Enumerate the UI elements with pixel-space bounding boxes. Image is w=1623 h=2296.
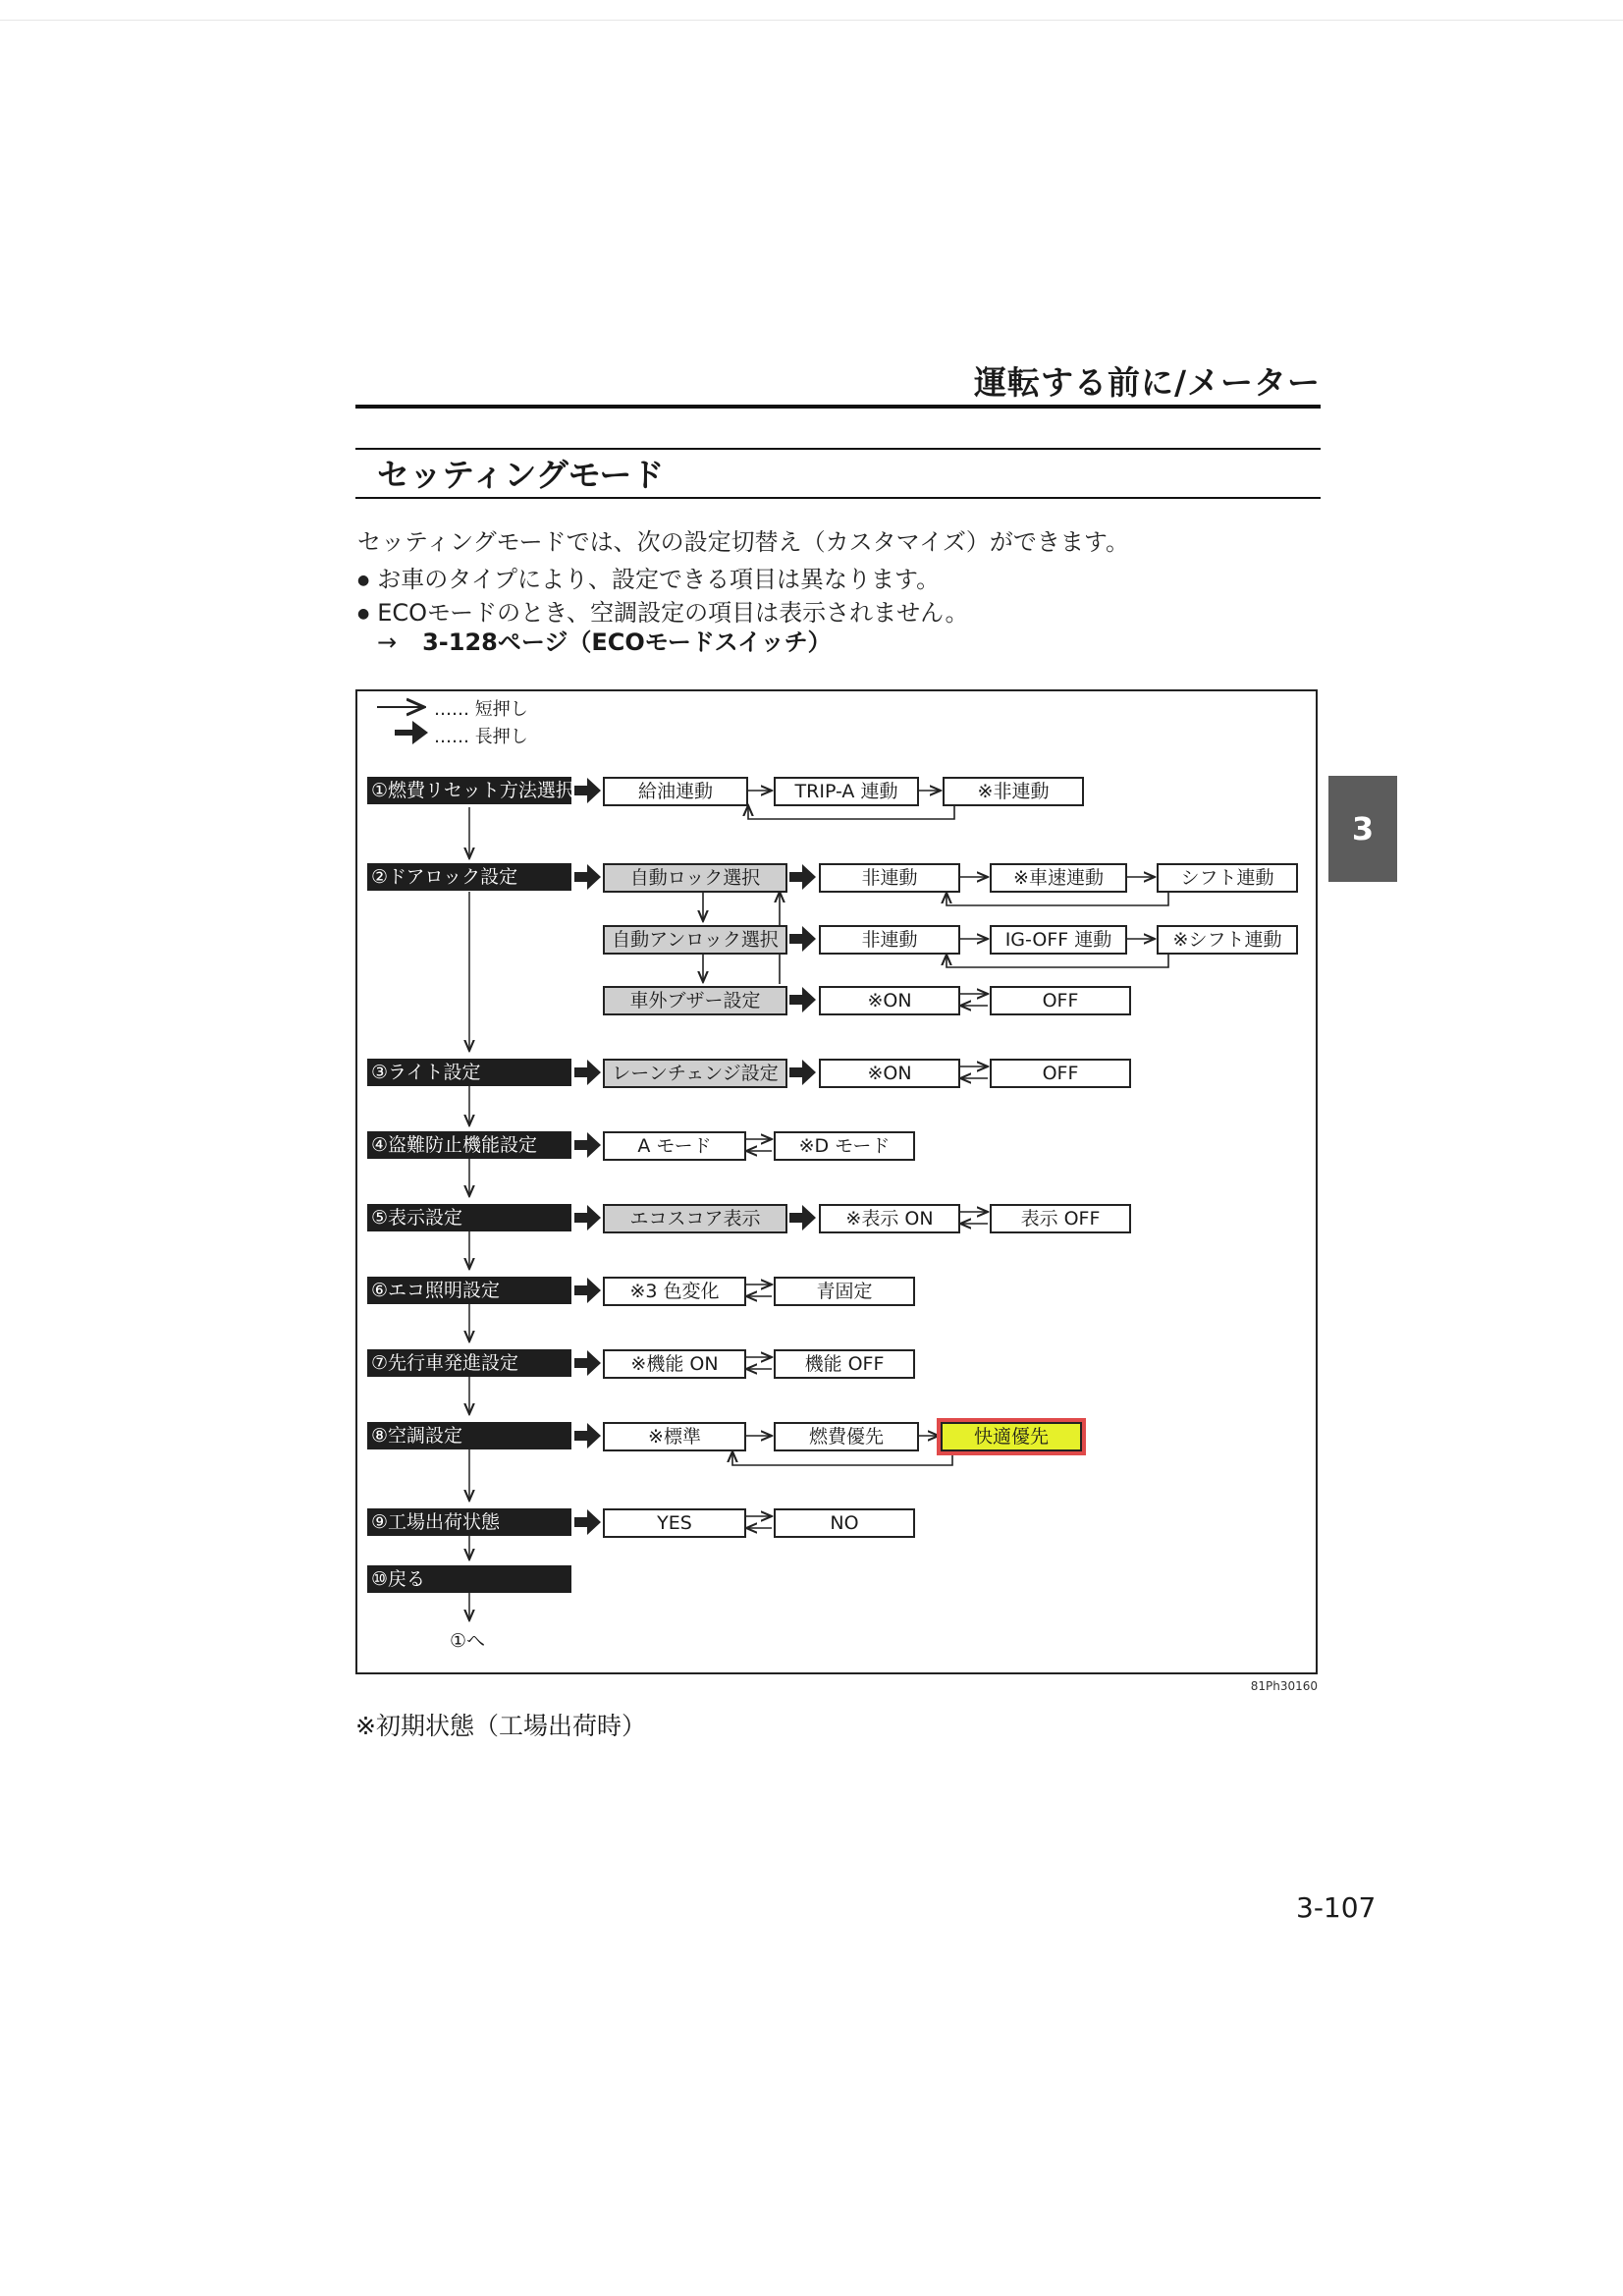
footnote: ※初期状態（工場出荷時） xyxy=(355,1712,646,1740)
option-box: 燃費優先 xyxy=(774,1422,919,1451)
ref-arrow-icon: → xyxy=(377,629,398,656)
option-box: 機能 OFF xyxy=(774,1349,915,1379)
option-box: シフト連動 xyxy=(1157,863,1298,893)
page-heading: セッティングモード xyxy=(377,456,665,494)
page-number: 3-107 xyxy=(1296,1891,1377,1924)
option-box: 非連動 xyxy=(819,863,960,893)
menu-label: ⑥エコ照明設定 xyxy=(367,1277,571,1304)
menu-label: ⑩戻る xyxy=(367,1565,571,1593)
option-box: IG-OFF 連動 xyxy=(990,925,1127,955)
sub-setting-box: 自動アンロック選択 xyxy=(603,925,787,955)
menu-label: ②ドアロック設定 xyxy=(367,863,571,891)
menu-label: ③ライト設定 xyxy=(367,1059,571,1086)
option-box: 給油連動 xyxy=(603,777,748,806)
legend-long-press: …… 長押し xyxy=(434,727,528,747)
option-box: OFF xyxy=(990,1059,1131,1088)
option-box: OFF xyxy=(990,986,1131,1015)
menu-label: ①燃費リセット方法選択 xyxy=(367,777,571,804)
menu-label: ⑨工場出荷状態 xyxy=(367,1508,571,1536)
option-box: TRIP-A 連動 xyxy=(774,777,919,806)
option-box: 青固定 xyxy=(774,1277,915,1306)
option-box: 表示 OFF xyxy=(990,1204,1131,1233)
diagram-id: 81Ph30160 xyxy=(1250,1679,1318,1693)
sub-setting-box: レーンチェンジ設定 xyxy=(603,1059,787,1088)
bullet-item: ● ECOモードのとき、空調設定の項目は表示されません。 xyxy=(357,593,969,628)
long-press-arrow-icon xyxy=(395,721,428,744)
option-box: ※ON xyxy=(819,1059,960,1088)
legend-short-press: …… 短押し xyxy=(434,699,528,720)
return-to-first: ①へ xyxy=(450,1630,486,1652)
option-box: ※3 色変化 xyxy=(603,1277,746,1306)
sub-setting-box: 車外ブザー設定 xyxy=(603,986,787,1015)
bullet-item: ● お車のタイプにより、設定できる項目は異なります。 xyxy=(357,560,940,594)
option-box: ※シフト連動 xyxy=(1157,925,1298,955)
option-box: 非連動 xyxy=(819,925,960,955)
option-box: ※D モード xyxy=(774,1131,915,1161)
ref-link: 3-128ページ（ECOモードスイッチ） xyxy=(422,629,832,656)
sub-setting-box: エコスコア表示 xyxy=(603,1204,787,1233)
option-box: ※ON xyxy=(819,986,960,1015)
intro-text: セッティングモードでは、次の設定切替え（カスタマイズ）ができます。 xyxy=(357,528,1129,556)
menu-label: ⑦先行車発進設定 xyxy=(367,1349,571,1377)
highlighted-option-box: 快適優先 xyxy=(941,1422,1082,1451)
option-box: ※非連動 xyxy=(943,777,1084,806)
option-box: ※表示 ON xyxy=(819,1204,960,1233)
option-box: ※機能 ON xyxy=(603,1349,746,1379)
option-box: ※標準 xyxy=(603,1422,746,1451)
menu-label: ⑤表示設定 xyxy=(367,1204,571,1231)
option-box: A モード xyxy=(603,1131,746,1161)
option-box: YES xyxy=(603,1508,746,1538)
option-box: NO xyxy=(774,1508,915,1538)
menu-label: ⑧空調設定 xyxy=(367,1422,571,1449)
chapter-tab: 3 xyxy=(1328,776,1397,882)
sub-setting-box: 自動ロック選択 xyxy=(603,863,787,893)
option-box: ※車速連動 xyxy=(990,863,1127,893)
section-title: 運転する前に/メーター xyxy=(973,363,1321,402)
menu-label: ④盗難防止機能設定 xyxy=(367,1131,571,1159)
